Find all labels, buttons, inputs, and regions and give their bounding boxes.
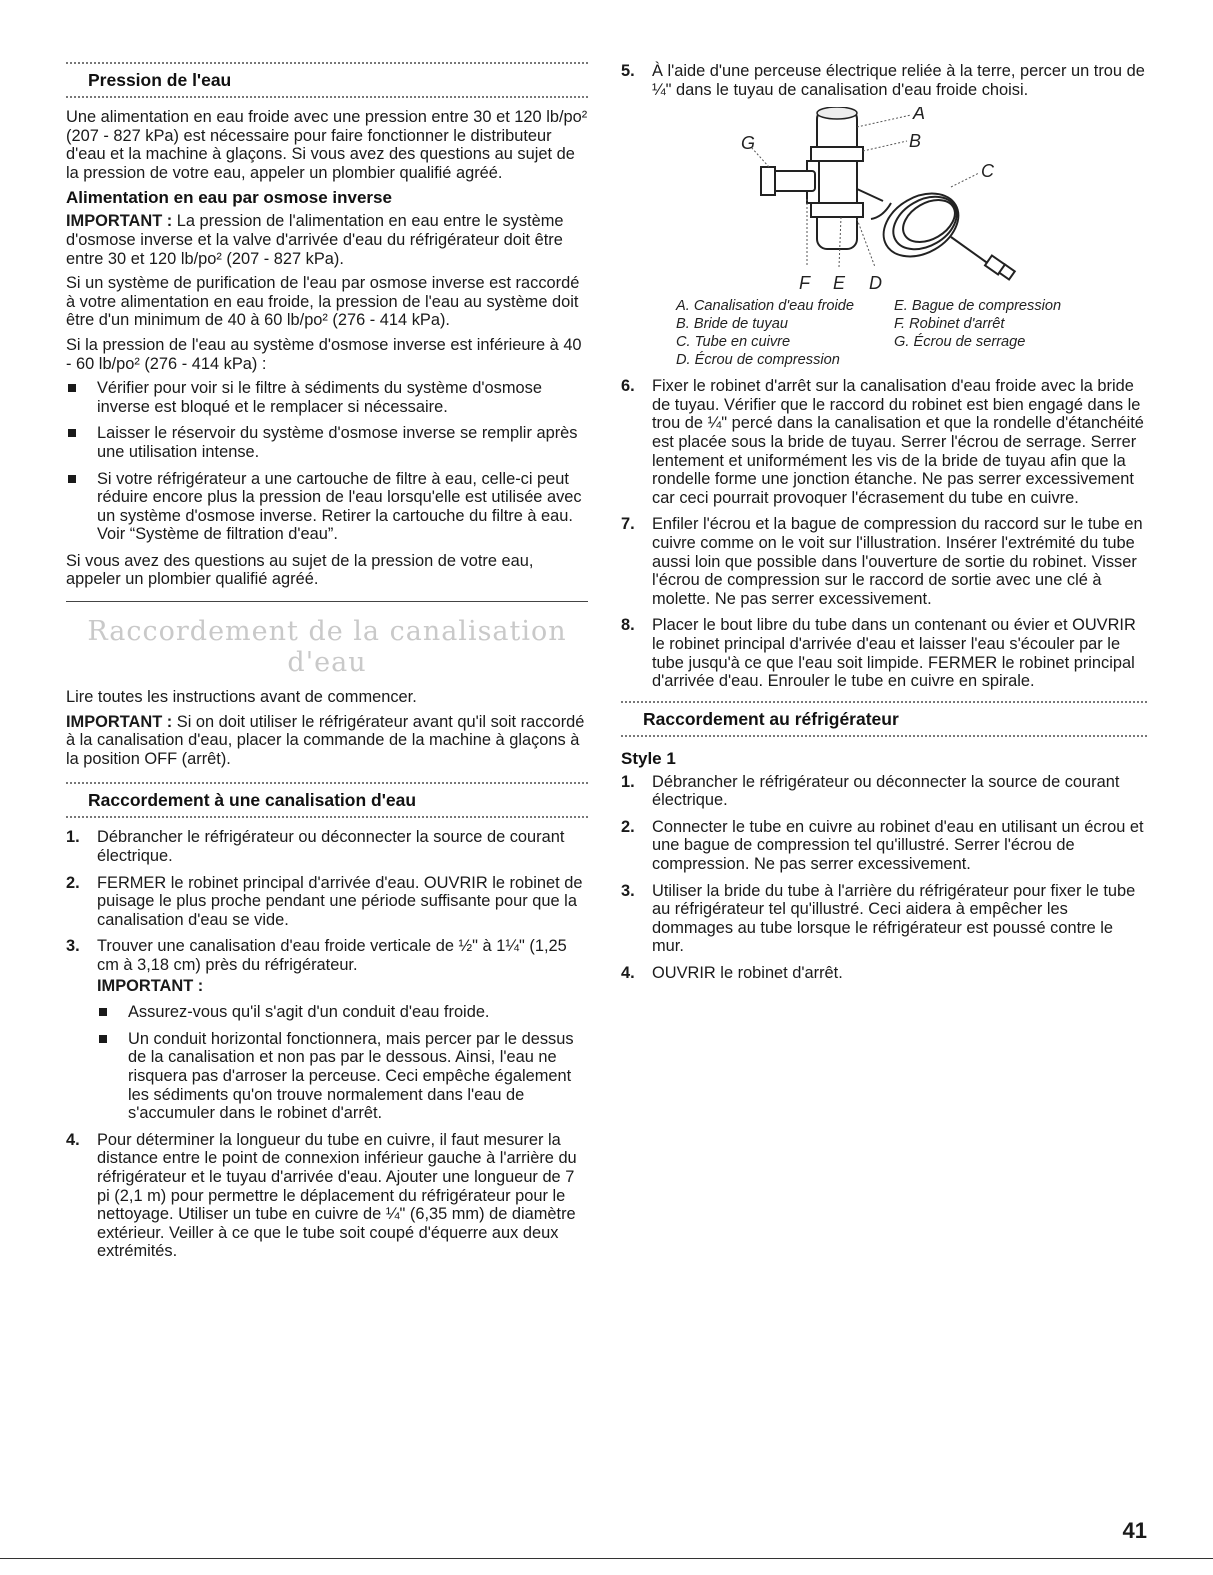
frig-heading: Raccordement au réfrigérateur <box>643 708 899 729</box>
step-item: 4. OUVRIR le robinet d'arrêt. <box>621 964 843 983</box>
label-a: A <box>913 107 926 124</box>
step-item: 7. Enfiler l'écrou et la bague de compression du raccord sur le tube en cuivre comme on le voit sur l'illustration. Insérer l'extrémité du tube aussi loin que possible dans l'ouverture de sortie du robinet. Visser l'écrou de compression sur le raccord de sortie avec une clé à molette. Ne pas serrer excessivement. <box>621 515 1143 608</box>
osmose-paragraph-2: Si un système de purification de l'eau par osmose inverse est raccordé à votre alimentation en eau froide, la pression de l'eau au système doit être d'un minimum de 40 à 60 lb/po² (276 - 414 kPa). <box>66 274 580 330</box>
section-rule <box>66 601 588 602</box>
figure-legend <box>676 297 1147 369</box>
square-bullet-icon <box>68 384 76 392</box>
dotted-rule <box>66 96 588 98</box>
step-item: 1. Débrancher le réfrigérateur ou déconnecter la source de courant électrique. <box>621 772 1120 810</box>
square-bullet-icon <box>99 1008 107 1016</box>
read-all-text: Lire toutes les instructions avant de commencer. <box>66 688 417 707</box>
osmose-important <box>66 212 588 268</box>
important-note: IMPORTANT : Si on doit utiliser le réfrigérateur avant qu'il soit raccordé à la canalisation d'eau, placer la commande de la machine à glaçons à la position OFF (arrêt). <box>66 712 585 768</box>
osmose-paragraph-3: Si la pression de l'eau au système d'osmose inverse est inférieure à 40 - 60 lb/po² (276 - 414 kPa) : <box>66 335 582 373</box>
label-d: D <box>869 273 882 294</box>
legend-item: B. Bride de tuyau <box>676 316 788 333</box>
label-c: C <box>981 161 994 182</box>
step-item: 2. FERMER le robinet principal d'arrivée d'eau. OUVRIR le robinet de puisage le plus proche pendant une période suffisante pour que la canalisation d'eau se vide. <box>66 873 583 929</box>
legend-item <box>894 351 1104 369</box>
osmose-heading: Alimentation en eau par osmose inverse <box>66 188 392 208</box>
important-label: IMPORTANT : <box>66 212 173 231</box>
list-item: Laisser le réservoir du système d'osmose inverse se remplir après une utilisation intense. <box>66 424 588 461</box>
square-bullet-icon <box>99 1035 107 1043</box>
shutoff-valve-illustration <box>621 107 1147 297</box>
valve-diagram <box>621 107 1147 297</box>
important-label: IMPORTANT : <box>66 712 173 731</box>
list-item: Assurez-vous qu'il s'agit d'un conduit d'eau froide. <box>66 1003 588 1022</box>
left-column <box>66 62 588 1269</box>
list-item: Vérifier pour voir si le filtre à sédiments du système d'osmose inverse est bloqué et le remplacer si nécessaire. <box>66 379 588 416</box>
right-column <box>621 62 1147 991</box>
step5-list <box>621 62 1147 99</box>
legend-item: A. Canalisation d'eau froide <box>676 298 855 315</box>
step-item: 2. Connecter le tube en cuivre au robinet d'eau en utilisant un écrou et une bague de compression tel qu'illustré. Serrer l'écrou de compression. Ne pas serrer excessivement. <box>621 817 1144 874</box>
label-b: B <box>909 131 922 152</box>
step-item: 3. Utiliser la bride du tube à l'arrière du réfrigérateur pour fixer le tube au réfrigérateur tel qu'illustré. Ceci aidera à empêcher les dommages au tube lorsque le réfrigérateur est poussé contre le mur. <box>621 881 1136 956</box>
style-heading: Style 1 <box>621 748 676 768</box>
osmose-important-text: La pression de l'alimentation en eau entre le système d'osmose inverse et la valve d'arrivée d'eau du réfrigérateur doit être entre 30 et 120 lb/po² (207 - 827 kPa). <box>66 212 564 268</box>
step-item: 6. Fixer le robinet d'arrêt sur la canalisation d'eau froide avec la bride de tuyau. Vérifier que le raccord du robinet est bien engagé dans le trou de ¼" percé dans la canalisation et que la rondelle d'étanchéité est placée sous la bride de tuyau. Serrer l'écrou de serrage. Serrer lentement et uniformément les vis de la bride de tuyau afin que la rondelle forme une jonction étanche. Ne pas serrer excessivement car ceci pourrait provoquer l'écrasement du tube en cuivre. <box>621 377 1144 507</box>
legend-item: C. Tube en cuivre <box>676 334 791 351</box>
pression-text: Une alimentation en eau froide avec une pression entre 30 et 120 lb/po² (207 - 827 kPa) est nécessaire pour faire fonctionner le distributeur d'eau et la machine à glaçons. Si vous avez des questions au sujet de la pression de votre eau, appeler un plombier qualifié agréé. <box>66 108 588 182</box>
dotted-rule <box>66 62 588 64</box>
connection-steps <box>621 377 1147 691</box>
raccord-steps <box>66 828 588 1260</box>
dotted-rule <box>621 735 1147 737</box>
dotted-rule <box>621 701 1147 703</box>
step-item: 8. Placer le bout libre du tube dans un contenant ou évier et OUVRIR le robinet principal d'arrivée d'eau et laisser l'eau s'écouler par le tube jusqu'à ce que l'eau soit limpide. FERMER le robinet principal d'arrivée d'eau. Enrouler le tube en cuivre en spirale. <box>621 616 1136 691</box>
label-e: E <box>833 273 846 294</box>
square-bullet-icon <box>68 429 76 437</box>
style-steps <box>621 773 1147 983</box>
label-g: G <box>741 133 756 154</box>
list-item: Si votre réfrigérateur a une cartouche de filtre à eau, celle-ci peut réduire encore plus la pression de l'eau lorsqu'elle est utilisée avec un système d'osmose inverse. Retirer la cartouche du filtre à eau. Voir “Système de filtration d'eau”. <box>66 470 588 544</box>
step3-bullet-list <box>66 1003 588 1123</box>
step3-important: IMPORTANT : <box>97 976 204 995</box>
raccord-heading: Raccordement à une canalisation d'eau <box>88 790 417 811</box>
pression-heading: Pression de l'eau <box>88 70 232 90</box>
step-item: 5. À l'aide d'une perceuse électrique reliée à la terre, percer un trou de ¼" dans le tuyau de canalisation d'eau froide choisi. <box>621 62 1145 99</box>
legend-item: E. Bague de compression <box>894 298 1062 315</box>
dotted-rule <box>66 782 588 784</box>
osmose-bullet-list <box>66 379 588 544</box>
legend-item: D. Écrou de compression <box>676 352 840 369</box>
label-f: F <box>799 273 810 294</box>
section-title: Raccordement de la canalisation d'eau <box>87 616 567 679</box>
step-item: 3. Trouver une canalisation d'eau froide verticale de ½" à 1¼" (1,25 cm à 3,18 cm) près du réfrigérateur. IMPORTANT : Assurez-vous qu'il s'agit d'un conduit d'eau froide. Un conduit horizontal fonctionnera, mais percer par le dessus de la canalisation et non pas par le dessous. Ainsi, l'eau ne risquera pas d'arroser la perceuse. Ceci empêche également les sédiments qu'on trouve normalement dans l'eau de s'accumuler dans le robinet d'arrêt. <box>66 937 588 1122</box>
osmose-paragraph-4: Si vous avez des questions au sujet de la pression de votre eau, appeler un plombier qualifié agréé. <box>66 551 534 589</box>
list-item: Un conduit horizontal fonctionnera, mais percer par le dessus de la canalisation et non pas par le dessous. Ainsi, l'eau ne risquera pas d'arroser la perceuse. Ceci empêche également les sédiments qu'on trouve normalement dans l'eau de s'accumuler dans le robinet d'arrêt. <box>66 1030 588 1123</box>
step-item: 1. Débrancher le réfrigérateur ou déconnecter la source de courant électrique. <box>66 828 565 866</box>
dotted-rule <box>66 816 588 818</box>
legend-item: F. Robinet d'arrêt <box>894 316 1005 333</box>
bottom-rule <box>0 1558 1213 1559</box>
page-number: 41 <box>1122 1518 1147 1543</box>
square-bullet-icon <box>68 475 76 483</box>
legend-item: G. Écrou de serrage <box>894 334 1026 351</box>
step-item: 4. Pour déterminer la longueur du tube en cuivre, il faut mesurer la distance entre le point de connexion inférieur gauche à l'arrière du réfrigérateur et le tuyau d'arrivée d'eau. Ajouter une longueur de 7 pi (2,1 m) pour permettre le déplacement du réfrigérateur pour le nettoyage. Utiliser un tube en cuivre de ¼" (6,35 mm) de diamètre extérieur. Veiller à ce que le tube soit coupé d'équerre aux deux extrémités. <box>66 1130 577 1261</box>
